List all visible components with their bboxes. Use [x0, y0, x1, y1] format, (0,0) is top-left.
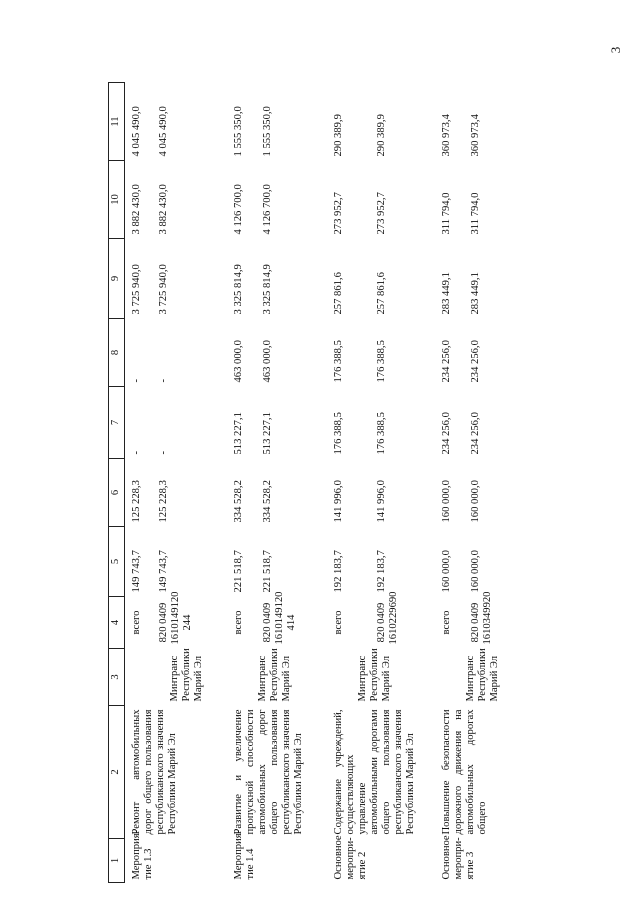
column-header-3: 3: [109, 649, 125, 706]
value-cell: 4 045 490,0: [131, 106, 142, 157]
value-cell: 234 256,0: [441, 412, 452, 455]
value-cell: 160 000,0: [441, 480, 452, 523]
value-cell: 257 861,6: [375, 272, 387, 315]
value-cell: 125 228,3: [131, 480, 142, 523]
budget-table: [108, 82, 503, 883]
rotated-table-container: [108, 83, 608, 883]
page-number: 3: [608, 46, 623, 54]
budget-code-cell: 820 0409 1610149120 414: [261, 591, 297, 645]
value-cell: 234 256,0: [441, 340, 452, 383]
total-label-cell: всего: [233, 610, 244, 635]
event-name-cell: Ремонт автомобильных дорог общего пользования республиканского значения Республики Марий Эл: [131, 709, 178, 835]
event-cell: Мероприя-тие 1.4: [233, 829, 256, 880]
value-cell: 221 518,7: [233, 550, 244, 593]
value-cell: 283 449,1: [470, 272, 482, 315]
value-cell: 4 126 700,0: [261, 184, 273, 235]
event-cell: Мероприя-тие 1.3: [131, 829, 154, 880]
value-cell: 3 725 940,0: [131, 264, 142, 315]
value-cell: 273 952,7: [333, 192, 344, 235]
value-cell: 160 000,0: [441, 550, 452, 593]
executor-text: Минтранс Республики Марий Эл: [257, 648, 292, 702]
value-cell: 3 325 814,9: [233, 264, 244, 315]
value-cell: 192 183,7: [333, 550, 344, 593]
executor-text: Минтранс Республики Марий Эл: [169, 648, 204, 702]
column-header-4: 4: [109, 597, 125, 649]
value-cell: 221 518,7: [261, 550, 273, 593]
executor-text: Минтранс Республики Марий Эл: [465, 648, 500, 702]
budget-code-cell: 820 0409 1610229690: [375, 591, 399, 645]
column-header-8: 8: [109, 319, 125, 387]
value-cell: 513 227,1: [261, 412, 273, 455]
event-name-cell: Развитие и увеличение пропускной способности автомобильных дорог общего пользования республиканского значения Республики Марий Эл: [233, 709, 304, 835]
executor-cell: [125, 649, 208, 706]
budget-code-cell: 820 0409 1610149120 244: [157, 591, 193, 645]
header-row: [109, 83, 125, 883]
table-header: [109, 83, 125, 883]
budget-code-cell: 820 0409 1610349920: [470, 591, 494, 645]
value-cell: 3 882 430,0: [157, 184, 169, 235]
value-cell: 149 743,7: [131, 550, 142, 593]
column-header-10: 10: [109, 161, 125, 239]
value-cell: 334 528,2: [261, 480, 273, 523]
table-body: [125, 83, 504, 883]
value-cell: 234 256,0: [470, 340, 482, 383]
value-cell: 125 228,3: [157, 480, 169, 523]
executor-cell: [419, 649, 503, 706]
column-header-11: 11: [109, 83, 125, 161]
event-name-cell: Повышение безопасности дорожного движения на автомобильных дорогах общего: [441, 709, 488, 835]
event-cell: Основное меропри-ятие 2: [333, 835, 368, 880]
table-row: [125, 83, 150, 883]
total-label-cell: всего: [333, 610, 344, 635]
executor-cell: [207, 649, 307, 706]
value-cell: 234 256,0: [470, 412, 482, 455]
column-header-7: 7: [109, 387, 125, 459]
value-cell: 160 000,0: [470, 550, 482, 593]
value-cell: 360 973,4: [441, 114, 452, 157]
value-cell: 141 996,0: [333, 480, 344, 523]
value-cell: 3 882 430,0: [131, 184, 142, 235]
executor-cell: [307, 649, 419, 706]
value-cell: 273 952,7: [375, 192, 387, 235]
value-cell: -: [131, 450, 142, 455]
value-cell: 4 045 490,0: [157, 106, 169, 157]
value-cell: 513 227,1: [233, 412, 244, 455]
table-row: [307, 83, 368, 883]
value-cell: 3 325 814,9: [261, 264, 273, 315]
value-cell: 141 996,0: [375, 480, 387, 523]
value-cell: 160 000,0: [470, 480, 482, 523]
total-label-cell: всего: [441, 610, 452, 635]
value-cell: 290 389,9: [333, 114, 344, 157]
column-header-5: 5: [109, 527, 125, 597]
value-cell: 311 794,0: [441, 192, 452, 235]
event-name-cell: Содержание учреждений, осуществляющих управление автомобильными дорогами общего пользования республиканского значения Республики Марий Эл: [333, 709, 416, 835]
value-cell: 4 126 700,0: [233, 184, 244, 235]
value-cell: 463 000,0: [233, 340, 244, 383]
value-cell: -: [157, 450, 169, 455]
value-cell: 176 388,5: [375, 340, 387, 383]
value-cell: 334 528,2: [233, 480, 244, 523]
value-cell: 360 973,4: [470, 114, 482, 157]
value-cell: 192 183,7: [375, 550, 387, 593]
value-cell: 463 000,0: [261, 340, 273, 383]
column-header-1: 1: [109, 839, 125, 883]
column-header-2: 2: [109, 706, 125, 839]
value-cell: -: [131, 378, 142, 383]
value-cell: 283 449,1: [441, 272, 452, 315]
value-cell: 3 725 940,0: [157, 264, 169, 315]
table-row: [207, 83, 254, 883]
table-row: [419, 83, 462, 883]
value-cell: 176 388,5: [375, 412, 387, 455]
value-cell: -: [157, 378, 169, 383]
value-cell: 290 389,9: [375, 114, 387, 157]
event-cell: Основное меропри-ятие 3: [441, 835, 476, 880]
column-header-6: 6: [109, 459, 125, 527]
value-cell: 149 743,7: [157, 550, 169, 593]
column-header-9: 9: [109, 239, 125, 319]
value-cell: 257 861,6: [333, 272, 344, 315]
executor-text: Минтранс Республики Марий Эл: [357, 648, 392, 702]
value-cell: 176 388,5: [333, 412, 344, 455]
value-cell: 1 555 350,0: [233, 106, 244, 157]
total-label-cell: всего: [131, 610, 142, 635]
value-cell: 176 388,5: [333, 340, 344, 383]
value-cell: 311 794,0: [470, 192, 482, 235]
value-cell: 1 555 350,0: [261, 106, 273, 157]
